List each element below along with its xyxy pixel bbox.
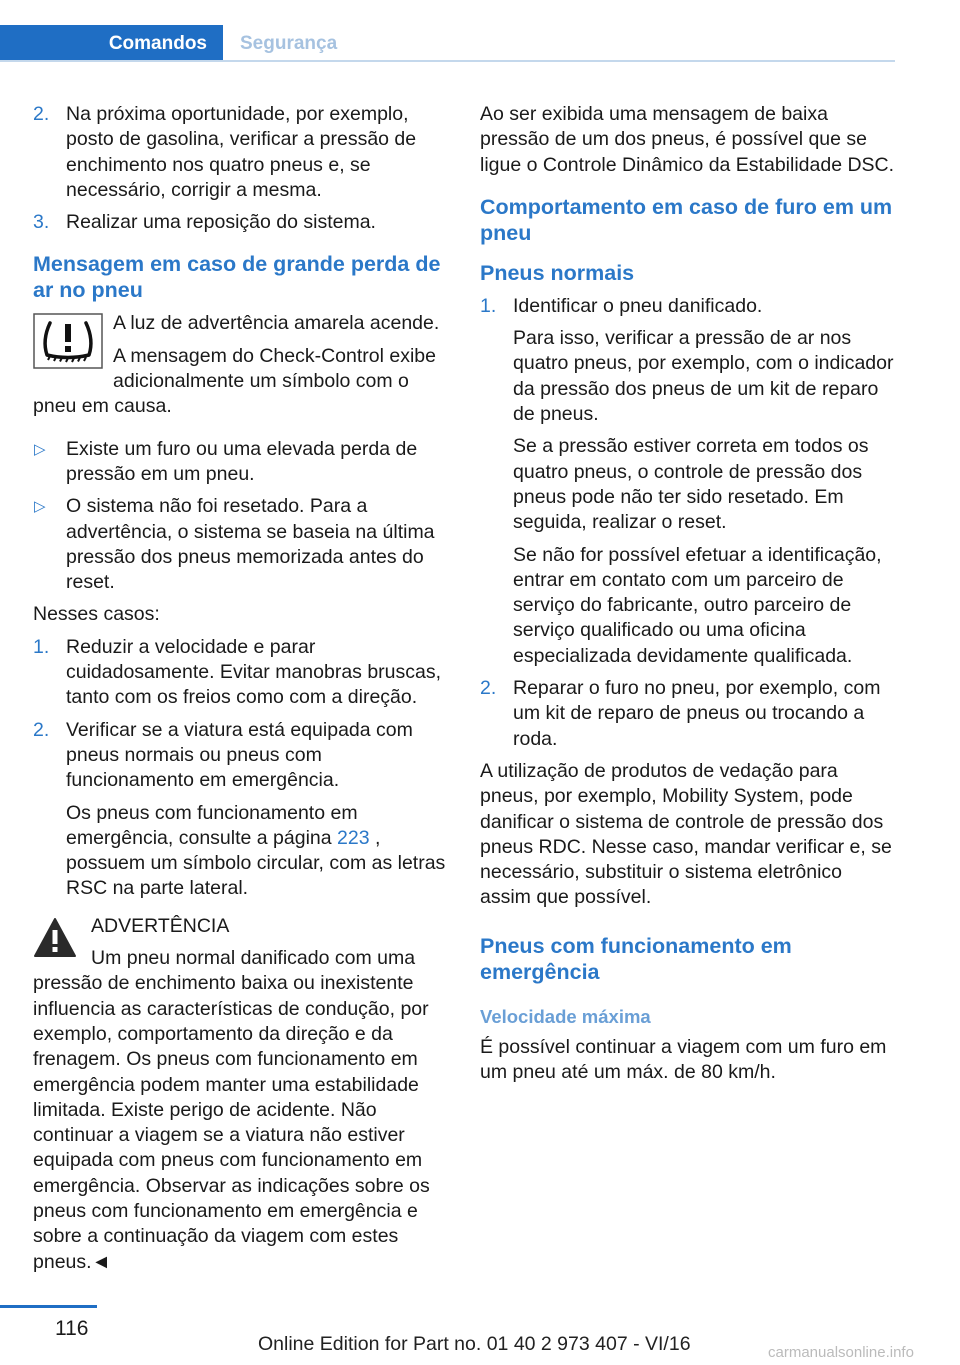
list-item xyxy=(33,635,448,711)
item-text: Verificar se a viatura está equipada com pneus normais ou pneus com funcionamento em emergência. xyxy=(66,718,413,792)
header-rule xyxy=(0,60,895,62)
item-subtext: Se não for possível efetuar a identificação, entrar em contato com um parceiro de serviço do fabricante, outro parceiro de serviço qualificado ou uma oficina especializada devidamente qualificada. xyxy=(513,543,882,667)
bullet-item xyxy=(33,437,448,488)
tire-warning-block xyxy=(33,311,448,419)
header-tabs xyxy=(0,25,895,61)
paragraph: A mensagem do Check-Control exibe adicionalmente um símbolo com o pneu em causa. xyxy=(33,344,436,418)
paragraph: Nesses casos: xyxy=(33,603,160,626)
footer-rule xyxy=(0,1305,97,1308)
item-number: 3. xyxy=(33,211,50,234)
warning-triangle-icon xyxy=(33,916,77,960)
item-text: Reparar o furo no pneu, por exemplo, com um kit de reparo de pneus ou trocando a roda. xyxy=(513,677,881,750)
heading-normal-tires: Pneus normais xyxy=(480,260,635,285)
triangle-bullet-icon: ▷ xyxy=(34,440,46,458)
watermark: carmanualsonline.info xyxy=(768,1344,914,1361)
triangle-bullet-icon: ▷ xyxy=(34,498,46,516)
paragraph: Ao ser exibida uma mensagem de baixa pressão de um dos pneus, é possível que se ligue o Controle Dinâmico da Estabilidade DSC. xyxy=(480,103,895,176)
item-number: 2. xyxy=(480,677,497,700)
item-number: 1. xyxy=(33,635,50,658)
list-item xyxy=(480,676,895,752)
page-link[interactable]: 223 xyxy=(337,826,370,849)
list-item xyxy=(33,210,448,235)
warning-title: ADVERTÊNCIA xyxy=(91,914,230,937)
tab-comandos[interactable]: Comandos xyxy=(0,25,223,62)
item-subtext: Se a pressão estiver correta em todos os quatro pneus, o controle de pressão dos pneus pode não ter sido resetado. Em seguida, realizar o reset. xyxy=(513,435,869,534)
warning-block xyxy=(33,914,448,1275)
heading-run-flat: Pneus com funcionamento em emergência xyxy=(480,933,792,984)
list-item xyxy=(33,102,448,203)
item-number: 1. xyxy=(480,294,497,317)
page-number: 116 xyxy=(55,1317,89,1340)
item-subtext xyxy=(66,801,448,902)
heading-max-speed: Velocidade máxima xyxy=(480,1005,651,1027)
tire-pressure-warning-icon xyxy=(33,313,103,369)
item-text: Na próxima oportunidade, por exemplo, posto de gasolina, verificar a pressão de enchimento nos quatro pneus e, se necessário, corrigir a mesma. xyxy=(66,103,417,201)
left-column xyxy=(33,102,448,1282)
heading-air-loss: Mensagem em caso de grande perda de ar no pneu xyxy=(33,252,441,303)
paragraph: É possível continuar a viagem com um furo em um pneu até um máx. de 80 km/h. xyxy=(480,1035,887,1084)
item-number: 2. xyxy=(33,718,50,741)
heading-flat-tire: Comportamento em caso de furo em um pneu xyxy=(480,194,893,245)
item-text: Reduzir a velocidade e parar cuidadosamente. Evitar manobras bruscas, tanto com os freios como com a direção. xyxy=(66,635,442,709)
item-text: Existe um furo ou uma elevada perda de pressão em um pneu. xyxy=(66,437,418,485)
warning-text: Um pneu normal danificado com uma pressão de enchimento baixa ou inexistente influencia as características de condução, por exemplo, comportamento da direção e da frenagem. Os pneus com funcionamento em emergência podem manter uma estabilidade limitada. Existe perigo de acidente. Não continuar a viagem se a viatura não estiver equipada com pneus com funcionamento em emergência. Observar as indicações sobre os pneus com funcionamento em emergência e sobre a continuação da viagem com estes pneus.◄ xyxy=(33,947,430,1273)
edition-note: Online Edition for Part no. 01 40 2 973 407 - VI/16 xyxy=(258,1333,691,1355)
list-item xyxy=(480,294,895,669)
item-text: Identificar o pneu danificado. xyxy=(513,294,763,317)
item-subtext: Para isso, verificar a pressão de ar nos quatro pneus, por exemplo, com o indicador da pressão dos pneus de um kit de reparo de pneus. xyxy=(513,327,894,426)
item-number: 2. xyxy=(33,103,50,125)
bullet-item xyxy=(33,494,448,595)
tab-seguranca[interactable]: Segurança xyxy=(240,33,338,54)
right-column xyxy=(480,102,895,1092)
paragraph: A utilização de produtos de vedação para pneus, por exemplo, Mobility System, pode danificar o sistema de controle de pressão dos pneus RDC. Nesse caso, mandar verificar e, se necessário, substituir o sistema eletrônico assim que possível. xyxy=(480,759,892,909)
paragraph: A luz de advertência amarela acende. xyxy=(113,312,440,335)
item-text: O sistema não foi resetado. Para a advertência, o sistema se baseia na última pressão dos pneus memorizada antes do reset. xyxy=(66,495,435,594)
subtext-part: , possuem um símbolo circular, com as letras RSC na parte lateral. xyxy=(66,826,446,900)
list-item xyxy=(33,718,448,902)
item-text: Realizar uma reposição do sistema. xyxy=(66,211,376,234)
subtext-part: Os pneus com funcionamento em emergência, consulte a página xyxy=(66,801,358,849)
